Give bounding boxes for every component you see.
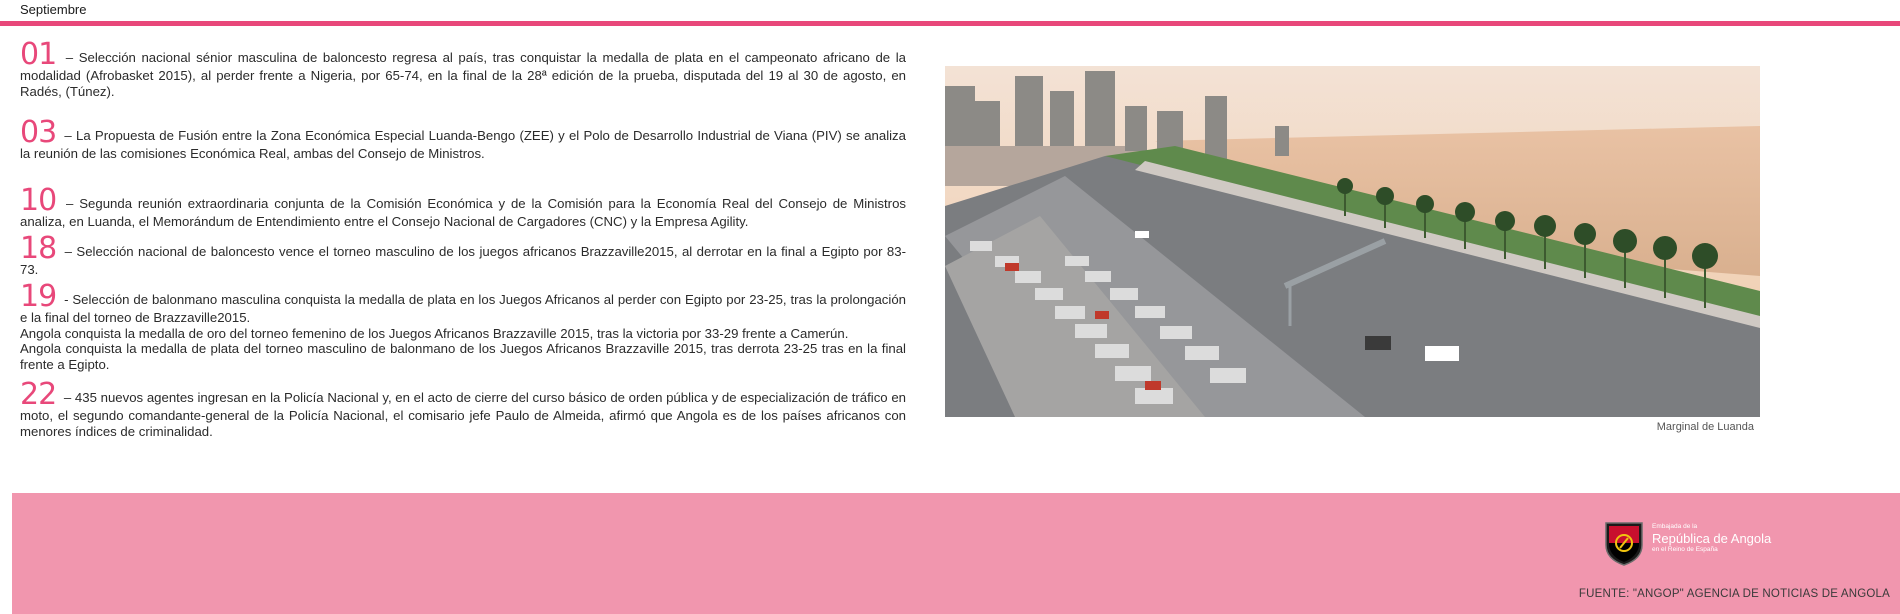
event-text: – Selección nacional de baloncesto vence el torneo masculino de los juegos africanos Brazzaville2015, al derrotar en la final a Egipto por 83-73. (20, 244, 906, 277)
event-day: 18 (20, 231, 57, 266)
event-day: 03 (20, 115, 57, 150)
month-header (0, 0, 1900, 28)
event-day: 22 (20, 377, 57, 412)
logo-text (1652, 523, 1771, 554)
logo-line-2: República de Angola (1652, 531, 1772, 546)
event-item (20, 377, 906, 439)
source-credit: FUENTE: "ANGOP" AGENCIA DE NOTICIAS DE ANGOLA (1578, 588, 1890, 600)
logo-line-3: en el Reino de España (1652, 546, 1718, 553)
event-item (20, 37, 906, 99)
event-item (20, 279, 906, 372)
event-item (20, 115, 906, 162)
event-text: – 435 nuevos agentes ingresan en la Policía Nacional y, en el acto de cierre del curso básico de orden pública y de especialización de tráfico en moto, el segundo comandante-general de la Policía Nacional, el comisario jefe Paulo de Almeida, afirmó que Angola es de los países africanos con menores índices de criminalidad. (20, 390, 906, 439)
header-rule (0, 21, 1900, 26)
event-text: – Selección nacional sénior masculina de baloncesto regresa al país, tras conquistar la medalla de plata en el campeonato africano de la modalidad (Afrobasket 2015), al perder frente a Nigeria, por 65-74, en la final de la 28ª edición de la prueba, disputada del 19 al 30 de agosto, en Radés, (Túnez). (20, 50, 906, 99)
event-item (20, 183, 906, 230)
event-day: 10 (20, 183, 57, 218)
event-day: 01 (20, 37, 57, 72)
photo-caption: Marginal de Luanda (1656, 421, 1754, 433)
luanda-photo (945, 66, 1760, 417)
logo-line-1: Embajada de la (1652, 523, 1698, 530)
event-item (20, 231, 906, 278)
embassy-logo (1602, 519, 1774, 569)
event-text: – La Propuesta de Fusión entre la Zona Económica Especial Luanda-Bengo (ZEE) y el Polo de Desarrollo Industrial de Viana (PIV) se analiza la reunión de las comisiones Económica Real, ambas del Consejo de Ministros. (20, 128, 906, 161)
event-text: – Segunda reunión extraordinaria conjunta de la Comisión Económica y de la Comisión para la Economía Real del Consejo de Ministros analiza, en Luanda, el Memorándum de Entendimiento entre el Consejo Nacional de Cargadores (CNC) y la Empresa Agility. (20, 196, 906, 229)
luanda-bay-image (945, 66, 1760, 417)
event-text: - Selección de balonmano masculina conquista la medalla de plata en los Juegos Africanos al perder con Egipto por 23-25, tras la prolongación e la final del torneo de Brazzaville2015. Angola conquista la medalla de oro del torneo femenino de los Juegos Africanos Brazzaville 2015, tras la victoria por 33-29 frente a Camerún. Angola conquista la medalla de plata del torneo masculino de balonmano de los Juegos Africanos Brazzaville 2015, tras derrota 23-25 tras en la final frente a Egipto. (20, 292, 906, 372)
month-label: Septiembre (20, 2, 87, 17)
angola-emblem-icon (1602, 519, 1646, 567)
event-day: 19 (20, 279, 57, 314)
